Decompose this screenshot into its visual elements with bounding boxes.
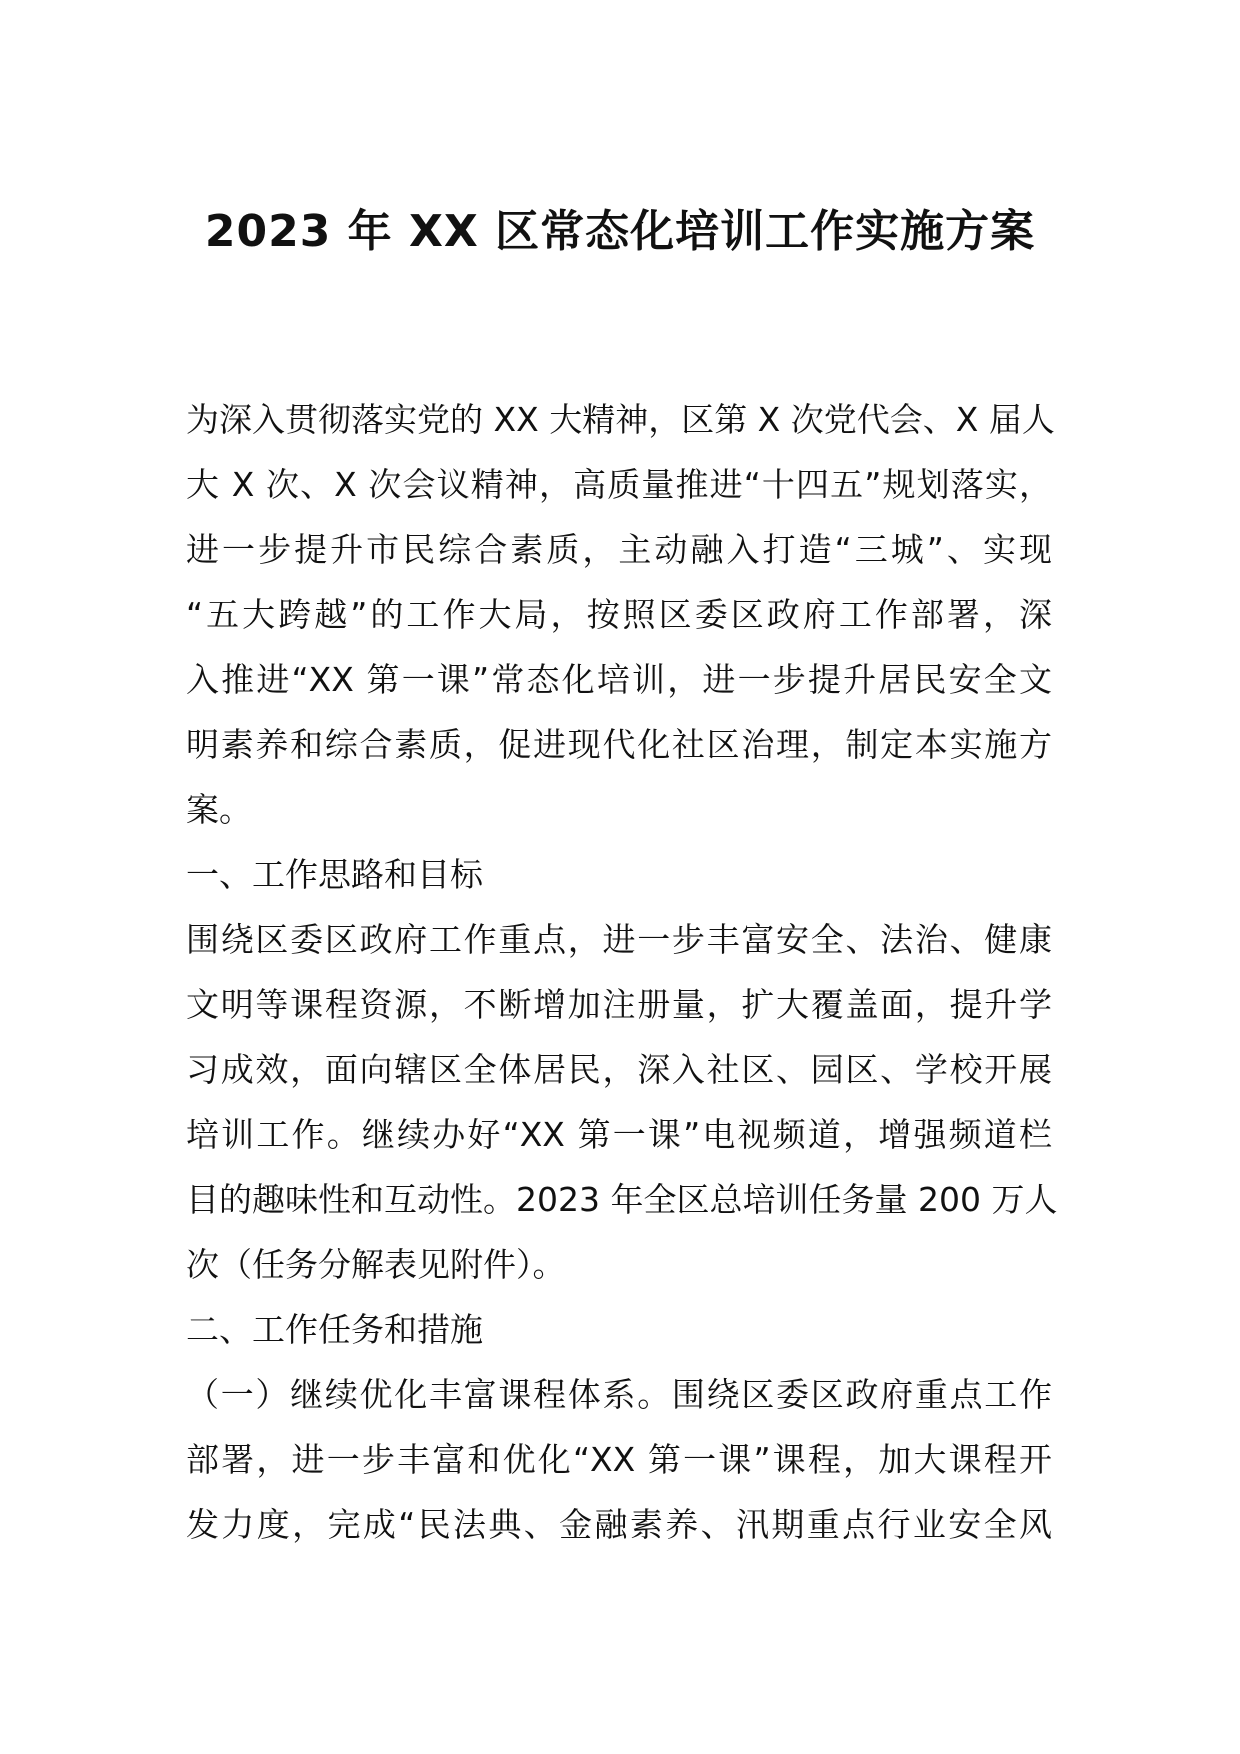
text-line: 文明等课程资源，不断增加注册量，扩大覆盖面，提升学 [186, 985, 1052, 1024]
text-line: 进一步提升市民综合素质，主动融入打造“三城”、实现 [186, 530, 1052, 569]
text-line: 入推进“XX 第一课”常态化培训，进一步提升居民安全文 [186, 660, 1052, 699]
text-line: （一）继续优化丰富课程体系。围绕区委区政府重点工作 [186, 1375, 1052, 1414]
goals-paragraph [186, 907, 1058, 1297]
text-line: 明素养和综合素质，促进现代化社区治理，制定本实施方 [186, 725, 1052, 764]
text-line: 习成效，面向辖区全体居民，深入社区、园区、学校开展 [186, 1050, 1052, 1089]
document-title: 2023 年 XX 区常态化培训工作实施方案 [204, 206, 1036, 257]
text-line: 培训工作。继续办好“XX 第一课”电视频道，增强频道栏 [186, 1115, 1052, 1154]
text-line: “五大跨越”的工作大局，按照区委区政府工作部署，深 [186, 595, 1052, 634]
intro-paragraph [186, 387, 1055, 842]
section-heading-text: 一、工作思路和目标 [186, 855, 483, 894]
text-line: 次（任务分解表见附件）。 [186, 1245, 566, 1284]
text-line: 部署，进一步丰富和优化“XX 第一课”课程，加大课程开 [186, 1440, 1052, 1479]
text-line: 发力度，完成“民法典、金融素养、汛期重点行业安全风 [186, 1505, 1052, 1544]
section-heading-1 [186, 842, 1052, 907]
text-line: 围绕区委区政府工作重点，进一步丰富安全、法治、健康 [186, 920, 1052, 959]
text-line: 案。 [186, 790, 252, 829]
tasks-paragraph [186, 1362, 1052, 1557]
document-body [186, 387, 1058, 1557]
section-heading-text: 二、工作任务和措施 [186, 1310, 483, 1349]
text-line: 为深入贯彻落实党的 XX 大精神，区第 X 次党代会、X 届人 [186, 400, 1055, 439]
text-line: 目的趣味性和互动性。2023 年全区总培训任务量 200 万人 [186, 1180, 1058, 1219]
section-heading-2 [186, 1297, 1052, 1362]
text-line: 大 X 次、X 次会议精神，高质量推进“十四五”规划落实， [186, 465, 1052, 504]
